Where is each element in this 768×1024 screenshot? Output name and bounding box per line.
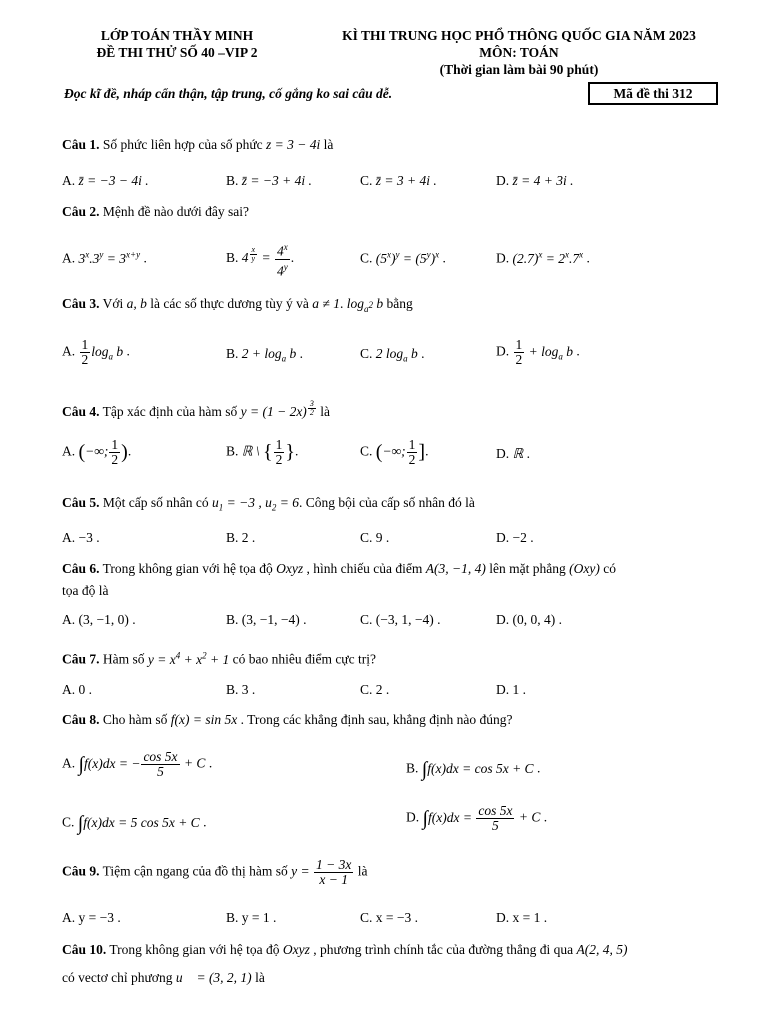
q2-option-a[interactable]: A. $3^x.3^y = 3^{x+y}$ . — [62, 249, 147, 266]
question-1: Câu 1. Số phức liên hợp của số phức z = 3 − 4i là — [62, 137, 334, 152]
q5-option-d[interactable]: D. −2 . — [496, 530, 534, 545]
exam-number: ĐỀ THI THỬ SỐ 40 –VIP 2 — [96, 45, 258, 60]
q8-option-c[interactable]: C. ∫f(x)dx = 5 cos 5x + C . — [62, 812, 207, 834]
question-10: Câu 10. Trong không gian với hệ tọa độ Oxyz , phương trình chính tắc của đường thẳng đi qua A(2, 4, 5) — [62, 942, 628, 957]
school-name: LỚP TOÁN THẦY MINH — [100, 28, 254, 43]
question-label: Câu 1. — [62, 137, 100, 152]
q7-option-d[interactable]: D. 1 . — [496, 682, 526, 697]
question-8: Câu 8. Cho hàm số f(x) = sin 5x . Trong các khẳng định sau, khẳng định nào đúng? — [62, 712, 513, 727]
q9-option-d[interactable]: D. x = 1 . — [496, 910, 548, 925]
q1-option-c[interactable]: C. z̄ = 3 + 4i . — [360, 173, 437, 188]
question-6-line2: tọa độ là — [62, 583, 109, 598]
q4-option-a[interactable]: A. (−∞; $\frac{1}{2}$ ). — [62, 437, 132, 467]
q8-option-d[interactable]: D. ∫f(x)dx = $\frac{\cos 5x}{5}$ + C . — [406, 803, 548, 833]
q9-option-b[interactable]: B. y = 1 . — [226, 910, 277, 925]
q2-option-b[interactable]: B. 4 $^{\frac{x}{y}}$ = $\frac{4^x}{4^y}$ . — [226, 242, 295, 278]
exam-code-box: Mã đề thi 312 — [588, 82, 718, 105]
q6-option-a[interactable]: A. (3, −1, 0) . — [62, 612, 136, 627]
question-4: Câu 4. Tập xác định của hàm số y = (1 − 2x) $^{\frac{3}{2}}$ là — [62, 399, 330, 420]
q6-option-d[interactable]: D. (0, 0, 4) . — [496, 612, 562, 627]
advice-text: Đọc kĩ đề, nháp cẩn thận, tập trung, cố gắng ko sai câu dễ. — [64, 86, 393, 101]
question-5: Câu 5. Một cấp số nhân có $u_1 = -3$ , $u_2 = 6$. Công bội của cấp số nhân đó là — [62, 495, 475, 513]
q8-option-a[interactable]: A. ∫f(x)dx = − $\frac{\cos 5x}{5}$ + C . — [62, 749, 213, 779]
duration: (Thời gian làm bài 90 phút) — [439, 62, 599, 77]
q9-option-c[interactable]: C. x = −3 . — [360, 910, 418, 925]
q6-option-c[interactable]: C. (−3, 1, −4) . — [360, 612, 441, 627]
q8-option-b[interactable]: B. ∫f(x)dx = cos 5x + C . — [406, 758, 541, 780]
q3-option-b[interactable]: B. $2 + \log_a b$ . — [226, 346, 304, 364]
q4-option-d[interactable]: D. ℝ . — [496, 446, 530, 461]
q7-option-b[interactable]: B. 3 . — [226, 682, 256, 697]
question-7: Câu 7. Hàm số $y = x^4 + x^2 + 1$ có bao nhiêu điểm cực trị? — [62, 650, 376, 667]
question-10-line2: có vectơ chỉ phương u⃗ = (3, 2, 1) là — [62, 970, 265, 985]
q5-option-c[interactable]: C. 9 . — [360, 530, 390, 545]
q3-option-c[interactable]: C. 2 $\log_a b$ . — [360, 346, 425, 364]
q5-option-b[interactable]: B. 2 . — [226, 530, 256, 545]
q7-option-c[interactable]: C. 2 . — [360, 682, 390, 697]
q1-option-b[interactable]: B. z̄ = −3 + 4i . — [226, 173, 312, 188]
q5-option-a[interactable]: A. −3 . — [62, 530, 100, 545]
q4-option-b[interactable]: B. ℝ \ { $\frac{1}{2}$ }. — [226, 437, 299, 467]
q2-option-d[interactable]: D. $(2.7)^x = 2^x.7^x$ . — [496, 249, 590, 266]
subject: MÔN: TOÁN — [479, 45, 559, 60]
question-2: Câu 2. Mệnh đề nào dưới đây sai? — [62, 204, 249, 219]
q1-option-a[interactable]: A. z̄ = −3 − 4i . — [62, 173, 149, 188]
q3-option-d[interactable]: D. $\frac{1}{2}$ + $\log_a b$ . — [496, 337, 580, 367]
question-9: Câu 9. Tiệm cận ngang của đồ thị hàm số y = $\frac{1 - 3x}{x - 1}$ là — [62, 857, 368, 887]
q2-option-c[interactable]: C. $(5^x)^y = (5^y)^x$ . — [360, 249, 446, 266]
question-6: Câu 6. Trong không gian với hệ tọa độ Oxyz , hình chiếu của điểm A(3, −1, 4) lên mặt phẳng (Oxy) có — [62, 561, 616, 576]
q9-option-a[interactable]: A. y = −3 . — [62, 910, 121, 925]
q1-option-d[interactable]: D. z̄ = 4 + 3i . — [496, 173, 574, 188]
exam-title: KÌ THI TRUNG HỌC PHỔ THÔNG QUỐC GIA NĂM 2023 — [342, 28, 696, 43]
question-3: Câu 3. Với a, b là các số thực dương tùy ý và a ≠ 1. $\log_{a^2} b$ bằng — [62, 296, 413, 314]
q4-option-c[interactable]: C. (−∞; $\frac{1}{2}$ ]. — [360, 437, 429, 467]
q7-option-a[interactable]: A. 0 . — [62, 682, 92, 697]
q3-option-a[interactable]: A. $\frac{1}{2}$ $\log_a b$ . — [62, 337, 130, 367]
q6-option-b[interactable]: B. (3, −1, −4) . — [226, 612, 307, 627]
